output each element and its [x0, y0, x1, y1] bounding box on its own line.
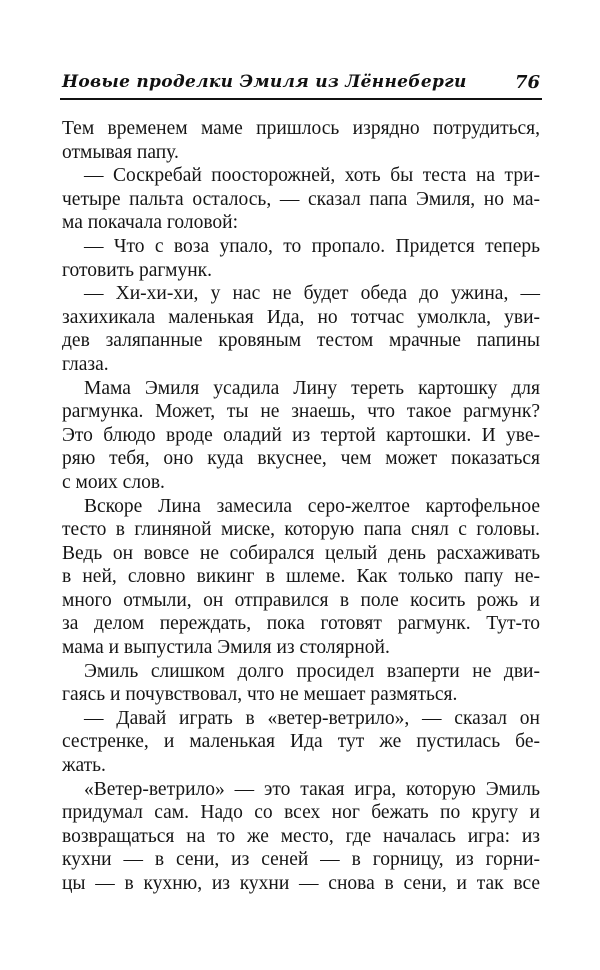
text-line: Ведь он вовсе не собирался целый день расхаживать [62, 542, 540, 564]
text-line: отмывая папу. [62, 141, 179, 163]
text-line: тесто в глиняной миске, которую папа снял с головы. [62, 519, 540, 541]
text-line: четыре пальта осталось, — сказал папа Эмиля, но ма- [62, 188, 540, 210]
text-line: ряю тебя, оно куда вкуснее, чем может показаться [62, 448, 540, 470]
text-line: — Что с воза упало, то пропало. Придется теперь [84, 235, 540, 257]
paragraph [62, 117, 540, 164]
paragraph [62, 778, 540, 896]
text-line: — Давай играть в «ветер-ветрило», — сказал он [84, 707, 540, 729]
text-line: дев заляпанные кровяным тестом мрачные папины [62, 330, 540, 352]
text-line: возвращаться на то же место, где началась игра: из [62, 825, 540, 847]
text-line: цы — в кухню, из кухни — снова в сени, и так все [62, 873, 540, 894]
paragraph [62, 660, 540, 707]
text-line: кухни — в сени, из сеней — в горницу, из горни- [62, 849, 540, 871]
text-line: Эмиль слишком долго просидел взаперти не дви- [84, 660, 540, 682]
page-number: 76 [514, 72, 540, 93]
text-line: ма покачала головой: [62, 212, 239, 234]
text-line: за делом переждать, пока готовят рагмунк. Тут-то [62, 613, 540, 635]
running-header [60, 72, 542, 100]
text-line: — Хи-хи-хи, у нас не будет обеда до ужина, — [84, 283, 540, 305]
text-line: готовить рагмунк. [62, 259, 212, 281]
paragraph [62, 282, 540, 376]
text-line: много отмыли, он отправился в поле косить рожь и [62, 589, 540, 611]
running-title: Новые проделки Эмиля из Лённеберги [62, 72, 467, 92]
paragraph [62, 235, 540, 282]
paragraph [62, 707, 540, 778]
text-line: гаясь и почувствовал, что не мешает размяться. [62, 684, 458, 706]
text-line: жать. [62, 755, 106, 777]
text-line: Вскоре Лина замесила серо-желтое картофельное [84, 495, 540, 517]
text-line: глаза. [62, 353, 109, 375]
text-line: «Ветер-ветрило» — это такая игра, которую Эмиль [84, 778, 540, 800]
text-line: рагмунка. Может, ты не знаешь, что такое рагмунк? [62, 401, 540, 423]
text-line: сестренке, и маленькая Ида тут же пустилась бе- [62, 731, 540, 753]
text-line: мама и выпустила Эмиля из столярной. [62, 637, 390, 659]
paragraph [62, 164, 540, 235]
text-line: Мама Эмиля усадила Лину тереть картошку для [84, 377, 540, 399]
paragraph [62, 495, 540, 660]
body-text [62, 117, 540, 896]
text-line: в ней, словно викинг в шлеме. Как только папу не- [62, 566, 540, 588]
text-line: — Соскребай поосторожней, хоть бы теста на три- [84, 165, 540, 187]
text-line: захихикала маленькая Ида, но тотчас умолкла, уви- [62, 306, 540, 328]
text-line: Тем временем маме пришлось изрядно потрудиться, [62, 118, 540, 139]
text-line: Это блюдо вроде оладий из тертой картошки. И уве- [62, 424, 540, 446]
text-line: с моих слов. [62, 471, 165, 493]
paragraph [62, 377, 540, 495]
text-line: придумал сам. Надо со всех ног бежать по кругу и [62, 802, 540, 824]
